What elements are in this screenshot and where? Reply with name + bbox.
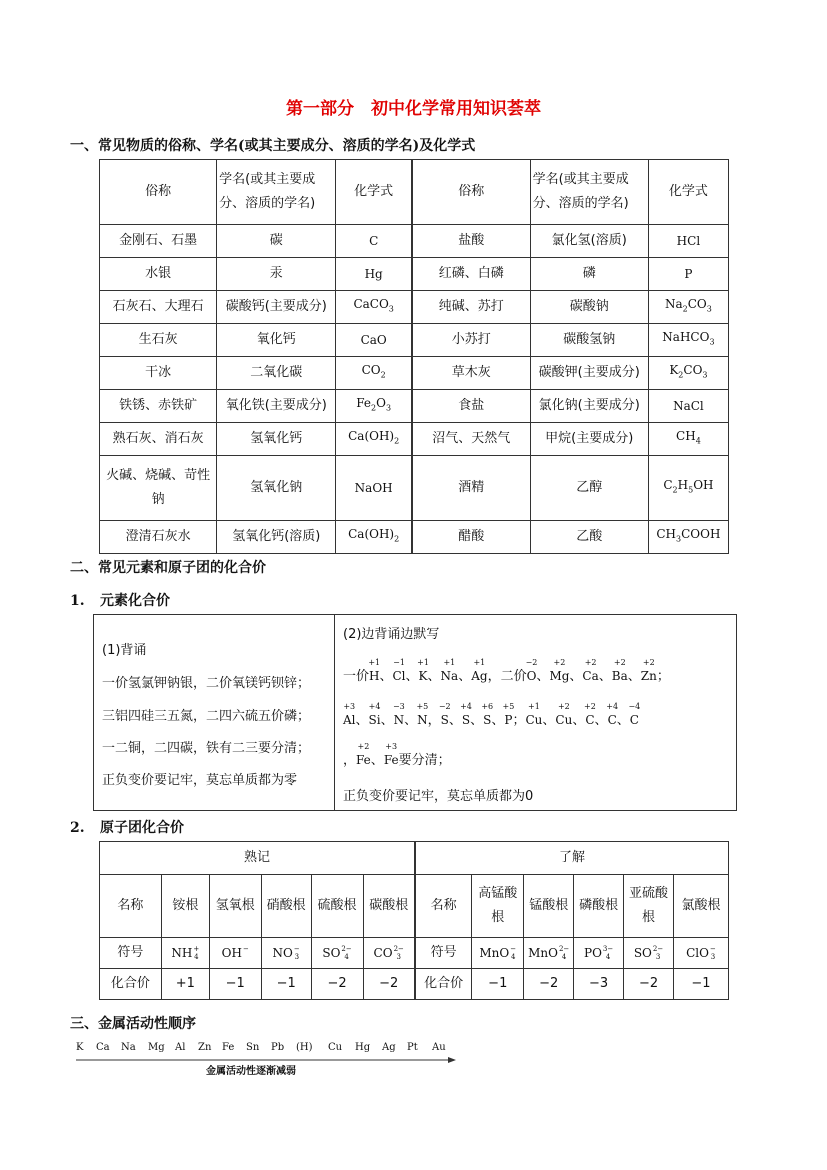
scientific-name-cell: 碳酸钠 <box>530 291 648 324</box>
table-cell: MnO 2− 4 <box>524 938 574 969</box>
metal-symbol: Pb <box>271 1042 285 1053</box>
scientific-name-cell: 汞 <box>217 258 336 291</box>
scientific-name-cell: 甲烷(主要成分) <box>530 423 648 456</box>
subsection-2-heading <box>70 817 184 837</box>
common-name-cell: 纯碱、苏打 <box>412 291 530 324</box>
recite-panel <box>94 615 335 810</box>
scientific-name-cell: 碳酸氢钠 <box>530 324 648 357</box>
element-valence: −2 O <box>525 658 538 683</box>
element-valence: +2 C <box>584 702 596 727</box>
metal-symbol: Al <box>175 1042 186 1053</box>
formula-cell: $K_2CO_3$ <box>648 357 728 390</box>
header-cell: 俗称 <box>412 160 530 225</box>
table-cell: 高锰酸根 <box>472 875 524 938</box>
formula-cell: $CO_2$ <box>336 357 412 390</box>
substance-table <box>99 159 729 554</box>
recite-label: (1)背诵 <box>102 643 147 658</box>
formula-cell: CaCO$_3$ <box>336 291 412 324</box>
scientific-name-cell: 氢氧化钙 <box>217 423 336 456</box>
metal-symbol: Au <box>432 1042 446 1053</box>
row-label: 名称 <box>415 875 472 938</box>
valence-closing: 正负变价要记牢，莫忘单质都为0 <box>343 789 534 804</box>
table-cell: 锰酸根 <box>524 875 574 938</box>
activity-caption: 金属活动性逐渐减弱 <box>206 1066 296 1077</box>
table-cell: −2 <box>363 969 415 1000</box>
element-valence: +1 K <box>417 658 429 683</box>
common-name-cell: 红磷、白磷 <box>412 258 530 291</box>
formula-cell: $CH_4$ <box>648 423 728 456</box>
element-valence: +1 Na <box>440 658 459 683</box>
element-valence: +4 Si <box>368 702 381 727</box>
table-cell: −2 <box>624 969 674 1000</box>
formula-cell: $CH_3COOH$ <box>648 521 728 554</box>
row-label: 符号 <box>415 938 472 969</box>
formula-cell: P <box>648 258 728 291</box>
table-cell: 硫酸根 <box>311 875 363 938</box>
table-row <box>100 456 729 521</box>
recite-line: 一价氢氯钾钠银，二价氧镁钙钡锌； <box>102 676 311 691</box>
element-valence: +2 Ba <box>611 658 628 683</box>
header-cell: 俗称 <box>100 160 217 225</box>
table-cell: −2 <box>311 969 363 1000</box>
valence-line: 一价 +1 H、 −1 Cl、 +1 K、 +1 Na、 +1 Ag，二价 −2 O、 +2 Mg、 +2 Ca、 +2 Ba、 +2 Zn； <box>343 658 670 684</box>
table-cell: NO − 3 <box>261 938 311 969</box>
element-valence: −1 Cl <box>392 658 406 683</box>
metal-symbol: Zn <box>198 1042 212 1053</box>
element-valence: +2 Zn <box>640 658 657 683</box>
table-cell: 亚硫酸根 <box>624 875 674 938</box>
element-valence: +1 Ag <box>471 658 488 683</box>
section2-heading: 二、常见元素和原子团的化合价 <box>70 560 266 576</box>
formula-cell: Hg <box>336 258 412 291</box>
header-cell: 学名(或其主要成分、溶质的学名) <box>530 160 648 225</box>
page-title: 第一部分 初中化学常用知识荟萃 <box>286 99 541 119</box>
formula-cell: $Na_2CO_3$ <box>648 291 728 324</box>
element-valence: −3 N <box>392 702 405 727</box>
subsection-number: 1. <box>70 593 85 609</box>
formula-cell: $Ca(OH)_2$ <box>336 521 412 554</box>
header-cell: 化学式 <box>648 160 728 225</box>
section1-heading: 一、常见物质的俗称、学名(或其主要成分、溶质的学名)及化学式 <box>70 138 476 154</box>
write-panel <box>335 615 736 810</box>
table-cell: OH − <box>209 938 261 969</box>
recite-line: 一二铜，二四碳，铁有二三要分清； <box>102 741 311 756</box>
element-valence: +2 Mg <box>549 658 570 683</box>
table-row <box>100 225 729 258</box>
table-cell: −2 <box>524 969 574 1000</box>
scientific-name-cell: 磷 <box>530 258 648 291</box>
table-cell: ClO − 3 <box>673 938 728 969</box>
section3-heading: 三、金属活动性顺序 <box>70 1016 196 1032</box>
common-name-cell: 盐酸 <box>412 225 530 258</box>
scientific-name-cell: 氯化钠(主要成分) <box>530 390 648 423</box>
table-cell: 碳酸根 <box>363 875 415 938</box>
metal-symbol: Ca <box>96 1042 110 1053</box>
metal-symbol: Ag <box>382 1042 396 1053</box>
element-valence: −4 C <box>628 702 641 727</box>
subsection-title: 原子团化合价 <box>100 820 184 836</box>
recite-line: 三铝四硅三五氮，二四六硫五价磷； <box>102 709 311 724</box>
element-valence: +5 N <box>416 702 429 727</box>
table-row <box>100 357 729 390</box>
formula-cell: $Ca(OH)_2$ <box>336 423 412 456</box>
metal-symbol: Hg <box>355 1042 371 1053</box>
element-valence: +1 H <box>368 658 381 683</box>
common-name-cell: 金刚石、石墨 <box>100 225 217 258</box>
common-name-cell: 醋酸 <box>412 521 530 554</box>
table-cell: 磷酸根 <box>574 875 624 938</box>
element-valence: +2 Cu <box>555 702 573 727</box>
element-valence: +2 Ca <box>582 658 599 683</box>
row-label: 符号 <box>100 938 162 969</box>
scientific-name-cell: 氢氧化钠 <box>217 456 336 521</box>
table-cell: −1 <box>261 969 311 1000</box>
subsection-1-heading <box>70 590 170 610</box>
table-cell: 硝酸根 <box>261 875 311 938</box>
metal-symbol: Pt <box>407 1042 418 1053</box>
table-row <box>100 324 729 357</box>
row-label: 名称 <box>100 875 162 938</box>
common-name-cell: 铁锈、赤铁矿 <box>100 390 217 423</box>
common-name-cell: 水银 <box>100 258 217 291</box>
formula-cell: CaO <box>336 324 412 357</box>
table-cell: MnO − 4 <box>472 938 524 969</box>
formula-cell: $C_2H_5OH$ <box>648 456 728 521</box>
valence-line: +3 Al、 +4 Si、 −3 N、 +5 N， −2 S、 +4 S、 +6 S、 +5 P； +1 Cu、 +2 Cu、 +2 C、 +4 C、 −4 C <box>343 702 641 728</box>
table-cell: 氢氧根 <box>209 875 261 938</box>
scientific-name-cell: 氧化铁(主要成分) <box>217 390 336 423</box>
radical-table <box>99 841 729 1000</box>
table-cell: 铵根 <box>161 875 209 938</box>
common-name-cell: 小苏打 <box>412 324 530 357</box>
metal-symbol: Cu <box>328 1042 343 1053</box>
scientific-name-cell: 碳酸钙(主要成分) <box>217 291 336 324</box>
table-cell: 氯酸根 <box>673 875 728 938</box>
common-name-cell: 干冰 <box>100 357 217 390</box>
valence-box <box>93 614 737 811</box>
formula-cell: HCl <box>648 225 728 258</box>
recite-line: 正负变价要记牢，莫忘单质都为零 <box>102 773 298 788</box>
table-header-row <box>100 160 729 225</box>
table-cell: PO 3− 4 <box>574 938 624 969</box>
header-cell: 化学式 <box>336 160 412 225</box>
header-cell: 学名(或其主要成分、溶质的学名) <box>217 160 336 225</box>
common-name-cell: 草木灰 <box>412 357 530 390</box>
row-label: 化合价 <box>415 969 472 1000</box>
table-cell: SO 2− 4 <box>311 938 363 969</box>
metal-symbol: Sn <box>246 1042 260 1053</box>
common-name-cell: 酒精 <box>412 456 530 521</box>
scientific-name-cell: 氧化钙 <box>217 324 336 357</box>
formula-cell: NaCl <box>648 390 728 423</box>
write-label: (2)边背诵边默写 <box>343 627 440 642</box>
common-name-cell: 火碱、烧碱、苛性钠 <box>100 456 217 521</box>
element-valence: +6 S <box>481 702 494 727</box>
element-valence: +1 Cu <box>525 702 543 727</box>
table-cell: +1 <box>161 969 209 1000</box>
activity-series <box>76 1042 456 1076</box>
common-name-cell: 澄清石灰水 <box>100 521 217 554</box>
valence-line: ， +2 Fe、 +3 Fe要分清； <box>343 742 451 768</box>
element-valence: +3 Fe <box>383 742 399 767</box>
element-valence: −2 S <box>438 702 451 727</box>
formula-cell: C <box>336 225 412 258</box>
scientific-name-cell: 二氧化碳 <box>217 357 336 390</box>
scientific-name-cell: 碳酸钾(主要成分) <box>530 357 648 390</box>
scientific-name-cell: 氯化氢(溶质) <box>530 225 648 258</box>
subsection-number: 2. <box>70 820 85 836</box>
scientific-name-cell: 乙醇 <box>530 456 648 521</box>
metal-symbol: (H) <box>296 1042 313 1053</box>
group-header: 了解 <box>415 842 729 875</box>
table-cell: −1 <box>209 969 261 1000</box>
element-valence: +4 S <box>460 702 472 727</box>
scientific-name-cell: 氢氧化钙(溶质) <box>217 521 336 554</box>
table-row <box>100 291 729 324</box>
common-name-cell: 石灰石、大理石 <box>100 291 217 324</box>
subsection-title: 元素化合价 <box>100 593 170 609</box>
element-valence: +3 Al <box>343 702 356 727</box>
common-name-cell: 沼气、天然气 <box>412 423 530 456</box>
table-row <box>100 423 729 456</box>
scientific-name-cell: 碳 <box>217 225 336 258</box>
table-cell: SO 2− 3 <box>624 938 674 969</box>
row-label: 化合价 <box>100 969 162 1000</box>
group-header: 熟记 <box>100 842 415 875</box>
element-valence: +5 P <box>502 702 515 727</box>
formula-cell: NaOH <box>336 456 412 521</box>
common-name-cell: 食盐 <box>412 390 530 423</box>
table-cell: CO 2− 3 <box>363 938 415 969</box>
table-row <box>100 390 729 423</box>
formula-cell: $Fe_2O_3$ <box>336 390 412 423</box>
table-cell: −3 <box>574 969 624 1000</box>
table-cell: NH + 4 <box>161 938 209 969</box>
metal-symbol: Mg <box>148 1042 165 1053</box>
common-name-cell: 生石灰 <box>100 324 217 357</box>
table-row <box>100 258 729 291</box>
scientific-name-cell: 乙酸 <box>530 521 648 554</box>
table-row <box>100 521 729 554</box>
metal-symbol: K <box>76 1042 84 1053</box>
formula-cell: NaHCO$_3$ <box>648 324 728 357</box>
metal-symbol: Fe <box>222 1042 235 1053</box>
table-cell: −1 <box>673 969 728 1000</box>
element-valence: +2 Fe <box>356 742 371 767</box>
element-valence: +4 C <box>606 702 619 727</box>
table-cell: −1 <box>472 969 524 1000</box>
metal-symbol: Na <box>121 1042 136 1053</box>
common-name-cell: 熟石灰、消石灰 <box>100 423 217 456</box>
